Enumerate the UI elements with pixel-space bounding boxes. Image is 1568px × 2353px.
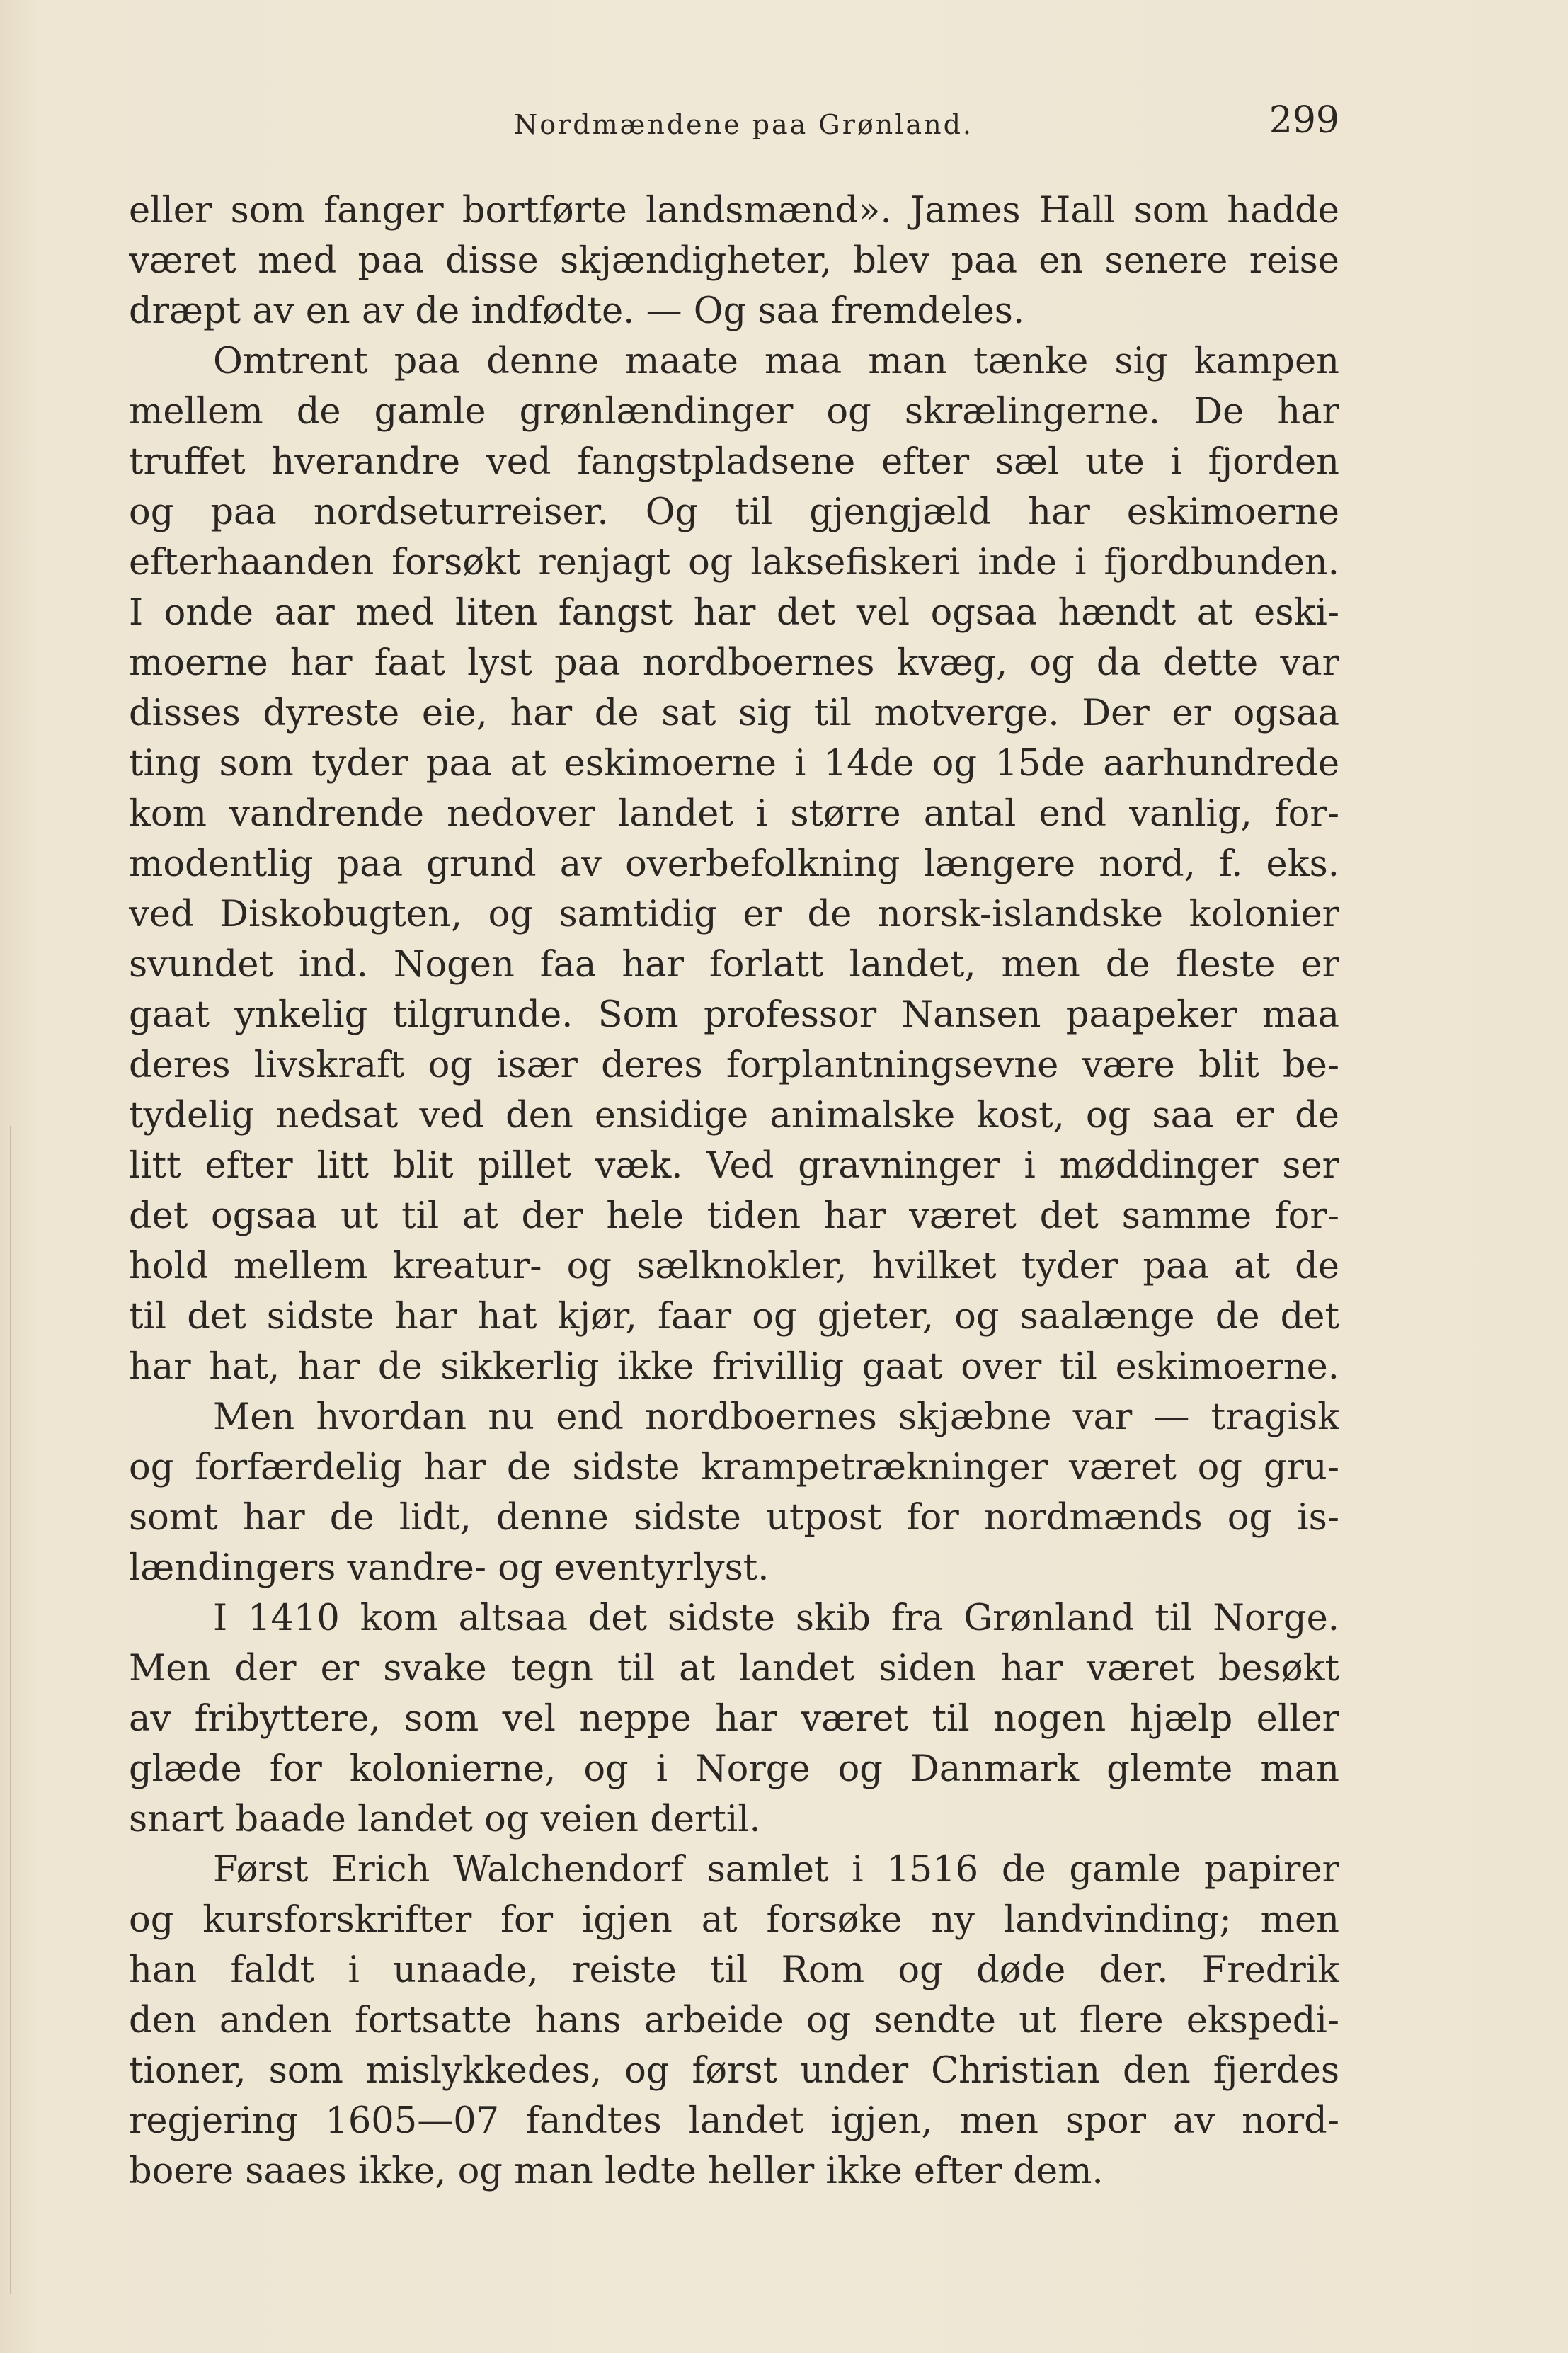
text-line: snart baade landet og veien dertil. (129, 1799, 761, 1840)
text-line: Omtrent paa denne maate maa man tænke sig kampen (213, 341, 1339, 382)
text-line: hold mellem kreatur- og sælknokler, hvilket tyder paa at de (129, 1246, 1339, 1287)
text-line: efterhaanden forsøkt renjagt og laksefiskeri inde i fjordbunden. (129, 542, 1339, 583)
text-line: regjering 1605—07 fandtes landet igjen, men spor av nord- (129, 2100, 1339, 2142)
text-line: eller som fanger bortførte landsmænd». James Hall som hadde (129, 190, 1339, 232)
text-line: mellem de gamle grønlændinger og skrælingerne. De har (129, 391, 1339, 433)
text-line: og kursforskrifter for igjen at forsøke ny landvinding; men (129, 1899, 1339, 1941)
page-number: 299 (1269, 99, 1339, 142)
text-line: moerne har faat lyst paa nordboernes kvæg, og da dette var (129, 642, 1339, 684)
text-line: modentlig paa grund av overbefolkning længere nord, f. eks. (129, 843, 1339, 885)
text-line: og forfærdelig har de sidste krampetrækninger været og gru- (129, 1447, 1339, 1488)
text-line: svundet ind. Nogen faa har forlatt landet, men de fleste er (129, 944, 1339, 986)
text-line: truffet hverandre ved fangstpladsene efter sæl ute i fjorden (129, 441, 1339, 483)
text-line: har hat, har de sikkerlig ikke frivillig gaat over til eskimoerne. (129, 1346, 1339, 1388)
text-line: tydelig nedsat ved den ensidige animalske kost, og saa er de (129, 1095, 1339, 1136)
text-line: tioner, som mislykkedes, og først under Christian den fjerdes (129, 2050, 1339, 2092)
text-line: dræpt av en av de indfødte. — Og saa fremdeles. (129, 290, 1025, 332)
text-line: han faldt i unaade, reiste til Rom og døde der. Fredrik (129, 1949, 1339, 1991)
text-line: Men der er svake tegn til at landet siden har været besøkt (129, 1648, 1339, 1690)
text-line: det ogsaa ut til at der hele tiden har været det samme for- (129, 1195, 1339, 1237)
text-line: været med paa disse skjændigheter, blev paa en senere reise (129, 240, 1339, 282)
text-line: disses dyreste eie, har de sat sig til motverge. Der er ogsaa (129, 693, 1339, 734)
text-line: av fribyttere, som vel neppe har været til nogen hjælp eller (129, 1698, 1339, 1740)
text-line: litt efter litt blit pillet væk. Ved gravninger i møddinger ser (129, 1145, 1339, 1187)
text-line: og paa nordseturreiser. Og til gjengjæld har eskimoerne (129, 491, 1339, 533)
text-line: Men hvordan nu end nordboernes skjæbne var — tragisk (213, 1396, 1339, 1438)
running-title: Nordmændene paa Grønland. (514, 109, 973, 140)
page-header (129, 99, 1339, 156)
text-line: I 1410 kom altsaa det sidste skib fra Grønland til Norge. (213, 1597, 1339, 1639)
scan-edge-mark (10, 1126, 11, 2294)
text-line: ting som tyder paa at eskimoerne i 14de og 15de aarhundrede (129, 743, 1339, 785)
text-line: kom vandrende nedover landet i større antal end vanlig, for- (129, 793, 1339, 835)
text-line: gaat ynkelig tilgrunde. Som professor Nansen paapeker maa (129, 994, 1339, 1036)
text-line: deres livskraft og især deres forplantningsevne være blit be- (129, 1044, 1339, 1086)
text-line: ved Diskobugten, og samtidig er de norsk-islandske kolonier (129, 894, 1339, 935)
text-line: glæde for kolonierne, og i Norge og Danmark glemte man (129, 1748, 1339, 1790)
text-line: lændingers vandre- og eventyrlyst. (129, 1547, 769, 1589)
text-line: til det sidste har hat kjør, faar og gjeter, og saalænge de det (129, 1296, 1339, 1338)
text-line: somt har de lidt, denne sidste utpost for nordmænds og is- (129, 1497, 1339, 1539)
body-text (129, 186, 1339, 2197)
text-line: I onde aar med liten fangst har det vel ogsaa hændt at eski- (129, 592, 1339, 634)
text-line: den anden fortsatte hans arbeide og sendte ut flere ekspedi- (129, 2000, 1339, 2041)
text-line: boere saaes ikke, og man ledte heller ikke efter dem. (129, 2150, 1104, 2192)
text-line: Først Erich Walchendorf samlet i 1516 de gamle papirer (213, 1849, 1339, 1891)
